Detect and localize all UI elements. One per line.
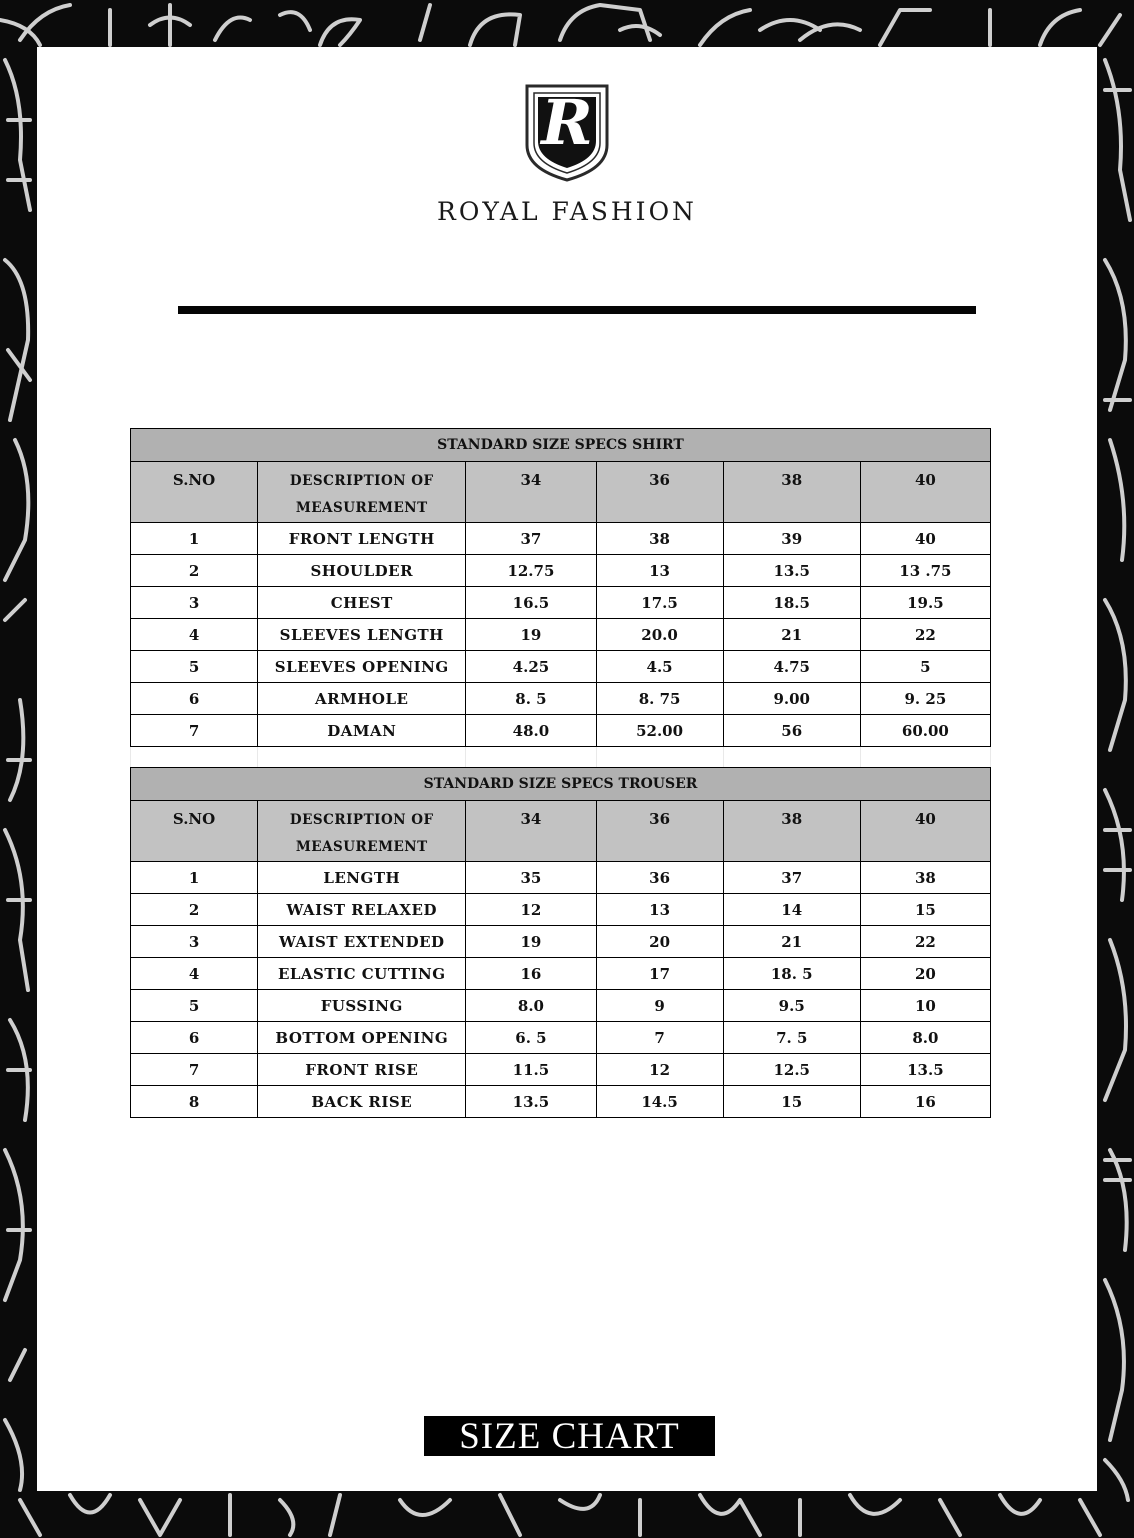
cell-value: 9.00	[723, 683, 860, 715]
cell-value: 13.5	[723, 555, 860, 587]
cell-value: 21	[723, 619, 860, 651]
cell-value: 9	[596, 990, 723, 1022]
cell-value: 13.5	[860, 1054, 990, 1086]
cell-sno: 2	[131, 894, 258, 926]
cell-value: 20	[596, 926, 723, 958]
shirt-spec-table	[130, 428, 991, 770]
cell-value: 38	[860, 862, 990, 894]
cell-sno: 6	[131, 683, 258, 715]
cell-sno: 6	[131, 1022, 258, 1054]
cell-value: 13	[596, 894, 723, 926]
cell-sno: 1	[131, 862, 258, 894]
cell-value: 8.0	[466, 990, 596, 1022]
cell-value: 15	[860, 894, 990, 926]
header-sno: S.NO	[131, 462, 258, 523]
cell-label: FUSSING	[258, 990, 466, 1022]
cell-label: SHOULDER	[258, 555, 466, 587]
trouser-spec-table	[130, 767, 991, 1118]
cell-value: 22	[860, 619, 990, 651]
cell-value: 16	[466, 958, 596, 990]
cell-sno: 5	[131, 990, 258, 1022]
cell-value: 12.75	[466, 555, 596, 587]
header-description	[258, 801, 466, 862]
size-chart-card	[37, 47, 1097, 1491]
table-row	[131, 555, 991, 587]
cell-label: ELASTIC CUTTING	[258, 958, 466, 990]
cell-label: SLEEVES LENGTH	[258, 619, 466, 651]
header-desc-line2: MEASUREMENT	[295, 500, 428, 516]
header-size: 38	[723, 462, 860, 523]
brand-logo	[37, 83, 1097, 187]
cell-value: 56	[723, 715, 860, 747]
table-row	[131, 894, 991, 926]
cell-sno: 7	[131, 1054, 258, 1086]
cell-value: 14.5	[596, 1086, 723, 1118]
table-header-row	[131, 462, 991, 523]
cell-value: 16.5	[466, 587, 596, 619]
divider-rule	[178, 306, 976, 314]
header-sno: S.NO	[131, 801, 258, 862]
cell-value: 19	[466, 926, 596, 958]
cell-value: 4.5	[596, 651, 723, 683]
cell-value: 21	[723, 926, 860, 958]
table-row	[131, 926, 991, 958]
cell-label: WAIST RELAXED	[258, 894, 466, 926]
cell-sno: 4	[131, 619, 258, 651]
cell-sno: 3	[131, 926, 258, 958]
table-header-row	[131, 801, 991, 862]
table-title: STANDARD SIZE SPECS SHIRT	[131, 429, 991, 462]
table-row	[131, 990, 991, 1022]
brand-name: ROYAL FASHION	[437, 197, 697, 226]
cell-value: 8. 5	[466, 683, 596, 715]
cell-value: 9. 25	[860, 683, 990, 715]
cell-sno: 1	[131, 523, 258, 555]
cell-value: 8. 75	[596, 683, 723, 715]
cell-value: 12	[596, 1054, 723, 1086]
cell-label: BACK RISE	[258, 1086, 466, 1118]
cell-value: 19.5	[860, 587, 990, 619]
cell-value: 48.0	[466, 715, 596, 747]
cell-value: 8.0	[860, 1022, 990, 1054]
cell-value: 20	[860, 958, 990, 990]
cell-value: 60.00	[860, 715, 990, 747]
cell-label: WAIST EXTENDED	[258, 926, 466, 958]
header-size: 34	[466, 462, 596, 523]
table-row	[131, 523, 991, 555]
cell-value: 15	[723, 1086, 860, 1118]
cell-label: SLEEVES OPENING	[258, 651, 466, 683]
table-row	[131, 651, 991, 683]
header-size: 38	[723, 801, 860, 862]
cell-value: 14	[723, 894, 860, 926]
cell-sno: 8	[131, 1086, 258, 1118]
cell-value: 4.75	[723, 651, 860, 683]
table-row	[131, 587, 991, 619]
cell-value: 35	[466, 862, 596, 894]
table-row	[131, 1054, 991, 1086]
cell-value: 36	[596, 862, 723, 894]
cell-value: 17	[596, 958, 723, 990]
cell-label: LENGTH	[258, 862, 466, 894]
table-title: STANDARD SIZE SPECS TROUSER	[131, 768, 991, 801]
header-size: 36	[596, 801, 723, 862]
cell-value: 5	[860, 651, 990, 683]
cell-sno: 2	[131, 555, 258, 587]
cell-label: DAMAN	[258, 715, 466, 747]
cell-label: CHEST	[258, 587, 466, 619]
cell-sno: 4	[131, 958, 258, 990]
cell-value: 16	[860, 1086, 990, 1118]
cell-value: 38	[596, 523, 723, 555]
cell-sno: 5	[131, 651, 258, 683]
header-size: 36	[596, 462, 723, 523]
cell-value: 4.25	[466, 651, 596, 683]
cell-sno: 7	[131, 715, 258, 747]
table-row	[131, 1086, 991, 1118]
cell-sno: 3	[131, 587, 258, 619]
header-desc-line2: MEASUREMENT	[295, 839, 428, 855]
cell-value: 20.0	[596, 619, 723, 651]
cell-value: 17.5	[596, 587, 723, 619]
cell-value: 13 .75	[860, 555, 990, 587]
logo-letter: R	[541, 86, 593, 159]
cell-value: 7. 5	[723, 1022, 860, 1054]
table-row	[131, 683, 991, 715]
table-row	[131, 619, 991, 651]
cell-value: 37	[466, 523, 596, 555]
table-row	[131, 958, 991, 990]
cell-value: 10	[860, 990, 990, 1022]
header-size: 40	[860, 801, 990, 862]
cell-value: 37	[723, 862, 860, 894]
header-size: 40	[860, 462, 990, 523]
header-size: 34	[466, 801, 596, 862]
cell-value: 11.5	[466, 1054, 596, 1086]
cell-label: ARMHOLE	[258, 683, 466, 715]
cell-value: 22	[860, 926, 990, 958]
cell-value: 9.5	[723, 990, 860, 1022]
table-row	[131, 862, 991, 894]
size-chart-label: SIZE CHART	[424, 1416, 715, 1456]
cell-value: 18. 5	[723, 958, 860, 990]
cell-value: 7	[596, 1022, 723, 1054]
cell-value: 52.00	[596, 715, 723, 747]
cell-value: 13.5	[466, 1086, 596, 1118]
header-description	[258, 462, 466, 523]
cell-value: 12.5	[723, 1054, 860, 1086]
cell-value: 18.5	[723, 587, 860, 619]
header-desc-line1: DESCRIPTION OF	[289, 473, 434, 489]
cell-value: 13	[596, 555, 723, 587]
table-row	[131, 1022, 991, 1054]
cell-value: 40	[860, 523, 990, 555]
cell-label: FRONT LENGTH	[258, 523, 466, 555]
header-desc-line1: DESCRIPTION OF	[289, 812, 434, 828]
cell-label: FRONT RISE	[258, 1054, 466, 1086]
table-row	[131, 715, 991, 747]
cell-value: 39	[723, 523, 860, 555]
cell-value: 6. 5	[466, 1022, 596, 1054]
cell-value: 19	[466, 619, 596, 651]
cell-value: 12	[466, 894, 596, 926]
cell-label: BOTTOM OPENING	[258, 1022, 466, 1054]
